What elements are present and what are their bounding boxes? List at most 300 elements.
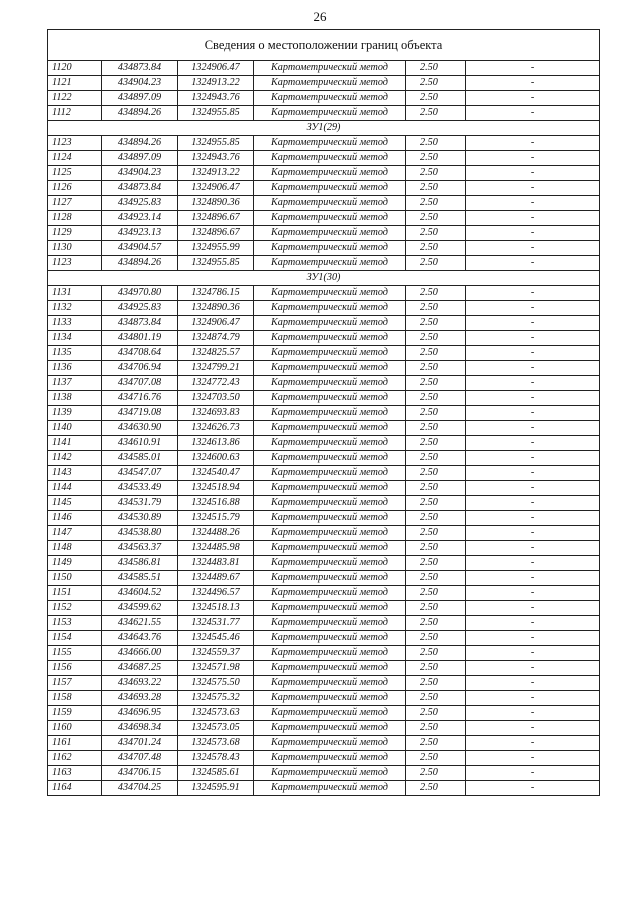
table-row (48, 721, 600, 736)
coordinates-table (47, 29, 600, 796)
accuracy-cell: 2.50 (406, 571, 466, 586)
table-row (48, 466, 600, 481)
note-cell: - (466, 646, 600, 661)
method-cell: Картометрический метод (254, 361, 406, 376)
point-number-cell: 1146 (48, 511, 102, 526)
x-coordinate-cell: 434716.76 (102, 391, 178, 406)
method-cell: Картометрический метод (254, 391, 406, 406)
table-row (48, 181, 600, 196)
x-coordinate-cell: 434621.55 (102, 616, 178, 631)
point-number-cell: 1154 (48, 631, 102, 646)
accuracy-cell: 2.50 (406, 496, 466, 511)
table-row (48, 496, 600, 511)
table-row (48, 136, 600, 151)
method-cell: Картометрический метод (254, 751, 406, 766)
point-number-cell: 1123 (48, 136, 102, 151)
accuracy-cell: 2.50 (406, 76, 466, 91)
x-coordinate-cell: 434904.57 (102, 241, 178, 256)
method-cell: Картометрический метод (254, 466, 406, 481)
accuracy-cell: 2.50 (406, 676, 466, 691)
accuracy-cell: 2.50 (406, 586, 466, 601)
note-cell: - (466, 766, 600, 781)
note-cell: - (466, 511, 600, 526)
note-cell: - (466, 361, 600, 376)
y-coordinate-cell: 1324703.50 (178, 391, 254, 406)
x-coordinate-cell: 434687.25 (102, 661, 178, 676)
method-cell: Картометрический метод (254, 106, 406, 121)
y-coordinate-cell: 1324906.47 (178, 316, 254, 331)
y-coordinate-cell: 1324531.77 (178, 616, 254, 631)
x-coordinate-cell: 434698.34 (102, 721, 178, 736)
table-row (48, 406, 600, 421)
point-number-cell: 1161 (48, 736, 102, 751)
y-coordinate-cell: 1324799.21 (178, 361, 254, 376)
x-coordinate-cell: 434604.52 (102, 586, 178, 601)
y-coordinate-cell: 1324613.86 (178, 436, 254, 451)
point-number-cell: 1145 (48, 496, 102, 511)
point-number-cell: 1162 (48, 751, 102, 766)
point-number-cell: 1134 (48, 331, 102, 346)
y-coordinate-cell: 1324600.63 (178, 451, 254, 466)
note-cell: - (466, 181, 600, 196)
point-number-cell: 1156 (48, 661, 102, 676)
y-coordinate-cell: 1324874.79 (178, 331, 254, 346)
accuracy-cell: 2.50 (406, 451, 466, 466)
table-row (48, 646, 600, 661)
point-number-cell: 1135 (48, 346, 102, 361)
note-cell: - (466, 226, 600, 241)
method-cell: Картометрический метод (254, 631, 406, 646)
table-row (48, 241, 600, 256)
method-cell: Картометрический метод (254, 721, 406, 736)
point-number-cell: 1129 (48, 226, 102, 241)
method-cell: Картометрический метод (254, 211, 406, 226)
point-number-cell: 1136 (48, 361, 102, 376)
note-cell: - (466, 496, 600, 511)
accuracy-cell: 2.50 (406, 541, 466, 556)
accuracy-cell: 2.50 (406, 61, 466, 76)
note-cell: - (466, 391, 600, 406)
table-row (48, 61, 600, 76)
table-row (48, 76, 600, 91)
accuracy-cell: 2.50 (406, 316, 466, 331)
note-cell: - (466, 751, 600, 766)
x-coordinate-cell: 434666.00 (102, 646, 178, 661)
y-coordinate-cell: 1324578.43 (178, 751, 254, 766)
x-coordinate-cell: 434801.19 (102, 331, 178, 346)
accuracy-cell: 2.50 (406, 331, 466, 346)
x-coordinate-cell: 434706.15 (102, 766, 178, 781)
note-cell: - (466, 196, 600, 211)
accuracy-cell: 2.50 (406, 226, 466, 241)
table-row (48, 106, 600, 121)
note-cell: - (466, 556, 600, 571)
point-number-cell: 1133 (48, 316, 102, 331)
section-label: ЗУ1(30) (48, 271, 600, 286)
note-cell: - (466, 526, 600, 541)
method-cell: Картометрический метод (254, 181, 406, 196)
x-coordinate-cell: 434693.22 (102, 676, 178, 691)
table-row (48, 571, 600, 586)
x-coordinate-cell: 434530.89 (102, 511, 178, 526)
accuracy-cell: 2.50 (406, 466, 466, 481)
note-cell: - (466, 346, 600, 361)
table-row (48, 706, 600, 721)
method-cell: Картометрический метод (254, 196, 406, 211)
method-cell: Картометрический метод (254, 331, 406, 346)
method-cell: Картометрический метод (254, 511, 406, 526)
table-row (48, 616, 600, 631)
y-coordinate-cell: 1324575.32 (178, 691, 254, 706)
y-coordinate-cell: 1324595.91 (178, 781, 254, 796)
method-cell: Картометрический метод (254, 241, 406, 256)
table-row (48, 421, 600, 436)
x-coordinate-cell: 434873.84 (102, 61, 178, 76)
x-coordinate-cell: 434719.08 (102, 406, 178, 421)
accuracy-cell: 2.50 (406, 286, 466, 301)
y-coordinate-cell: 1324496.57 (178, 586, 254, 601)
accuracy-cell: 2.50 (406, 631, 466, 646)
table-row (48, 256, 600, 271)
accuracy-cell: 2.50 (406, 196, 466, 211)
accuracy-cell: 2.50 (406, 391, 466, 406)
accuracy-cell: 2.50 (406, 706, 466, 721)
point-number-cell: 1159 (48, 706, 102, 721)
point-number-cell: 1131 (48, 286, 102, 301)
section-label: ЗУ1(29) (48, 121, 600, 136)
accuracy-cell: 2.50 (406, 361, 466, 376)
y-coordinate-cell: 1324573.63 (178, 706, 254, 721)
point-number-cell: 1152 (48, 601, 102, 616)
method-cell: Картометрический метод (254, 256, 406, 271)
method-cell: Картометрический метод (254, 736, 406, 751)
accuracy-cell: 2.50 (406, 436, 466, 451)
table-row (48, 226, 600, 241)
y-coordinate-cell: 1324571.98 (178, 661, 254, 676)
method-cell: Картометрический метод (254, 601, 406, 616)
x-coordinate-cell: 434894.26 (102, 106, 178, 121)
x-coordinate-cell: 434923.13 (102, 226, 178, 241)
method-cell: Картометрический метод (254, 301, 406, 316)
accuracy-cell: 2.50 (406, 736, 466, 751)
x-coordinate-cell: 434533.49 (102, 481, 178, 496)
y-coordinate-cell: 1324483.81 (178, 556, 254, 571)
x-coordinate-cell: 434704.25 (102, 781, 178, 796)
method-cell: Картометрический метод (254, 61, 406, 76)
y-coordinate-cell: 1324573.05 (178, 721, 254, 736)
method-cell: Картометрический метод (254, 316, 406, 331)
method-cell: Картометрический метод (254, 151, 406, 166)
table-row (48, 676, 600, 691)
note-cell: - (466, 721, 600, 736)
x-coordinate-cell: 434586.81 (102, 556, 178, 571)
y-coordinate-cell: 1324896.67 (178, 211, 254, 226)
note-cell: - (466, 256, 600, 271)
x-coordinate-cell: 434701.24 (102, 736, 178, 751)
point-number-cell: 1144 (48, 481, 102, 496)
x-coordinate-cell: 434696.95 (102, 706, 178, 721)
note-cell: - (466, 61, 600, 76)
y-coordinate-cell: 1324540.47 (178, 466, 254, 481)
table-row (48, 556, 600, 571)
y-coordinate-cell: 1324906.47 (178, 61, 254, 76)
table-row (48, 586, 600, 601)
x-coordinate-cell: 434693.28 (102, 691, 178, 706)
note-cell: - (466, 241, 600, 256)
point-number-cell: 1149 (48, 556, 102, 571)
y-coordinate-cell: 1324955.85 (178, 106, 254, 121)
accuracy-cell: 2.50 (406, 151, 466, 166)
accuracy-cell: 2.50 (406, 601, 466, 616)
note-cell: - (466, 541, 600, 556)
table-row (48, 376, 600, 391)
note-cell: - (466, 436, 600, 451)
y-coordinate-cell: 1324488.26 (178, 526, 254, 541)
note-cell: - (466, 406, 600, 421)
point-number-cell: 1142 (48, 451, 102, 466)
method-cell: Картометрический метод (254, 691, 406, 706)
y-coordinate-cell: 1324955.85 (178, 136, 254, 151)
accuracy-cell: 2.50 (406, 346, 466, 361)
method-cell: Картометрический метод (254, 346, 406, 361)
x-coordinate-cell: 434904.23 (102, 76, 178, 91)
table-row (48, 196, 600, 211)
point-number-cell: 1151 (48, 586, 102, 601)
note-cell: - (466, 286, 600, 301)
method-cell: Картометрический метод (254, 766, 406, 781)
x-coordinate-cell: 434708.64 (102, 346, 178, 361)
x-coordinate-cell: 434707.08 (102, 376, 178, 391)
y-coordinate-cell: 1324955.99 (178, 241, 254, 256)
accuracy-cell: 2.50 (406, 661, 466, 676)
table-row (48, 301, 600, 316)
note-cell: - (466, 631, 600, 646)
y-coordinate-cell: 1324516.88 (178, 496, 254, 511)
point-number-cell: 1148 (48, 541, 102, 556)
y-coordinate-cell: 1324693.83 (178, 406, 254, 421)
method-cell: Картометрический метод (254, 646, 406, 661)
x-coordinate-cell: 434923.14 (102, 211, 178, 226)
method-cell: Картометрический метод (254, 136, 406, 151)
accuracy-cell: 2.50 (406, 166, 466, 181)
method-cell: Картометрический метод (254, 526, 406, 541)
table-row (48, 601, 600, 616)
table-row (48, 751, 600, 766)
y-coordinate-cell: 1324515.79 (178, 511, 254, 526)
accuracy-cell: 2.50 (406, 406, 466, 421)
method-cell: Картометрический метод (254, 376, 406, 391)
table-row (48, 481, 600, 496)
note-cell: - (466, 661, 600, 676)
y-coordinate-cell: 1324518.94 (178, 481, 254, 496)
x-coordinate-cell: 434897.09 (102, 91, 178, 106)
x-coordinate-cell: 434925.83 (102, 196, 178, 211)
accuracy-cell: 2.50 (406, 556, 466, 571)
x-coordinate-cell: 434630.90 (102, 421, 178, 436)
y-coordinate-cell: 1324913.22 (178, 166, 254, 181)
x-coordinate-cell: 434925.83 (102, 301, 178, 316)
note-cell: - (466, 136, 600, 151)
method-cell: Картометрический метод (254, 91, 406, 106)
y-coordinate-cell: 1324906.47 (178, 181, 254, 196)
note-cell: - (466, 481, 600, 496)
point-number-cell: 1124 (48, 151, 102, 166)
y-coordinate-cell: 1324489.67 (178, 571, 254, 586)
method-cell: Картометрический метод (254, 496, 406, 511)
x-coordinate-cell: 434585.51 (102, 571, 178, 586)
method-cell: Картометрический метод (254, 556, 406, 571)
y-coordinate-cell: 1324825.57 (178, 346, 254, 361)
point-number-cell: 1141 (48, 436, 102, 451)
method-cell: Картометрический метод (254, 616, 406, 631)
point-number-cell: 1120 (48, 61, 102, 76)
point-number-cell: 1160 (48, 721, 102, 736)
accuracy-cell: 2.50 (406, 181, 466, 196)
accuracy-cell: 2.50 (406, 301, 466, 316)
point-number-cell: 1157 (48, 676, 102, 691)
point-number-cell: 1150 (48, 571, 102, 586)
point-number-cell: 1128 (48, 211, 102, 226)
note-cell: - (466, 106, 600, 121)
y-coordinate-cell: 1324890.36 (178, 196, 254, 211)
y-coordinate-cell: 1324545.46 (178, 631, 254, 646)
table-row (48, 286, 600, 301)
note-cell: - (466, 616, 600, 631)
note-cell: - (466, 211, 600, 226)
y-coordinate-cell: 1324485.98 (178, 541, 254, 556)
accuracy-cell: 2.50 (406, 91, 466, 106)
x-coordinate-cell: 434970.80 (102, 286, 178, 301)
point-number-cell: 1155 (48, 646, 102, 661)
method-cell: Картометрический метод (254, 166, 406, 181)
accuracy-cell: 2.50 (406, 211, 466, 226)
method-cell: Картометрический метод (254, 406, 406, 421)
x-coordinate-cell: 434707.48 (102, 751, 178, 766)
table-header-row (48, 30, 600, 61)
accuracy-cell: 2.50 (406, 376, 466, 391)
point-number-cell: 1158 (48, 691, 102, 706)
table-row (48, 661, 600, 676)
table-row (48, 436, 600, 451)
note-cell: - (466, 571, 600, 586)
note-cell: - (466, 781, 600, 796)
method-cell: Картометрический метод (254, 451, 406, 466)
note-cell: - (466, 451, 600, 466)
accuracy-cell: 2.50 (406, 256, 466, 271)
x-coordinate-cell: 434873.84 (102, 181, 178, 196)
table-row (48, 391, 600, 406)
note-cell: - (466, 421, 600, 436)
point-number-cell: 1121 (48, 76, 102, 91)
accuracy-cell: 2.50 (406, 421, 466, 436)
accuracy-cell: 2.50 (406, 511, 466, 526)
method-cell: Картометрический метод (254, 541, 406, 556)
note-cell: - (466, 376, 600, 391)
point-number-cell: 1112 (48, 106, 102, 121)
x-coordinate-cell: 434706.94 (102, 361, 178, 376)
y-coordinate-cell: 1324585.61 (178, 766, 254, 781)
method-cell: Картометрический метод (254, 706, 406, 721)
note-cell: - (466, 706, 600, 721)
method-cell: Картометрический метод (254, 436, 406, 451)
accuracy-cell: 2.50 (406, 106, 466, 121)
table-row (48, 331, 600, 346)
note-cell: - (466, 301, 600, 316)
method-cell: Картометрический метод (254, 676, 406, 691)
method-cell: Картометрический метод (254, 421, 406, 436)
table-row (48, 166, 600, 181)
point-number-cell: 1164 (48, 781, 102, 796)
note-cell: - (466, 736, 600, 751)
point-number-cell: 1127 (48, 196, 102, 211)
method-cell: Картометрический метод (254, 481, 406, 496)
point-number-cell: 1130 (48, 241, 102, 256)
x-coordinate-cell: 434538.80 (102, 526, 178, 541)
y-coordinate-cell: 1324943.76 (178, 91, 254, 106)
accuracy-cell: 2.50 (406, 616, 466, 631)
accuracy-cell: 2.50 (406, 481, 466, 496)
point-number-cell: 1123 (48, 256, 102, 271)
y-coordinate-cell: 1324518.13 (178, 601, 254, 616)
y-coordinate-cell: 1324575.50 (178, 676, 254, 691)
section-header-row (48, 121, 600, 136)
method-cell: Картометрический метод (254, 226, 406, 241)
x-coordinate-cell: 434897.09 (102, 151, 178, 166)
method-cell: Картометрический метод (254, 76, 406, 91)
table-row (48, 361, 600, 376)
method-cell: Картометрический метод (254, 571, 406, 586)
accuracy-cell: 2.50 (406, 136, 466, 151)
y-coordinate-cell: 1324786.15 (178, 286, 254, 301)
x-coordinate-cell: 434643.76 (102, 631, 178, 646)
accuracy-cell: 2.50 (406, 766, 466, 781)
table-title: Сведения о местоположении границ объекта (48, 30, 600, 61)
accuracy-cell: 2.50 (406, 526, 466, 541)
method-cell: Картометрический метод (254, 286, 406, 301)
point-number-cell: 1126 (48, 181, 102, 196)
x-coordinate-cell: 434894.26 (102, 256, 178, 271)
y-coordinate-cell: 1324943.76 (178, 151, 254, 166)
point-number-cell: 1139 (48, 406, 102, 421)
note-cell: - (466, 91, 600, 106)
note-cell: - (466, 331, 600, 346)
table-row (48, 151, 600, 166)
accuracy-cell: 2.50 (406, 751, 466, 766)
x-coordinate-cell: 434904.23 (102, 166, 178, 181)
note-cell: - (466, 586, 600, 601)
table-row (48, 211, 600, 226)
section-header-row (48, 271, 600, 286)
point-number-cell: 1163 (48, 766, 102, 781)
y-coordinate-cell: 1324913.22 (178, 76, 254, 91)
accuracy-cell: 2.50 (406, 781, 466, 796)
x-coordinate-cell: 434610.91 (102, 436, 178, 451)
x-coordinate-cell: 434563.37 (102, 541, 178, 556)
table-row (48, 316, 600, 331)
table-row (48, 511, 600, 526)
method-cell: Картометрический метод (254, 586, 406, 601)
point-number-cell: 1125 (48, 166, 102, 181)
point-number-cell: 1140 (48, 421, 102, 436)
point-number-cell: 1147 (48, 526, 102, 541)
table-row (48, 781, 600, 796)
y-coordinate-cell: 1324626.73 (178, 421, 254, 436)
note-cell: - (466, 316, 600, 331)
note-cell: - (466, 166, 600, 181)
page-number: 26 (313, 9, 327, 24)
y-coordinate-cell: 1324890.36 (178, 301, 254, 316)
note-cell: - (466, 76, 600, 91)
